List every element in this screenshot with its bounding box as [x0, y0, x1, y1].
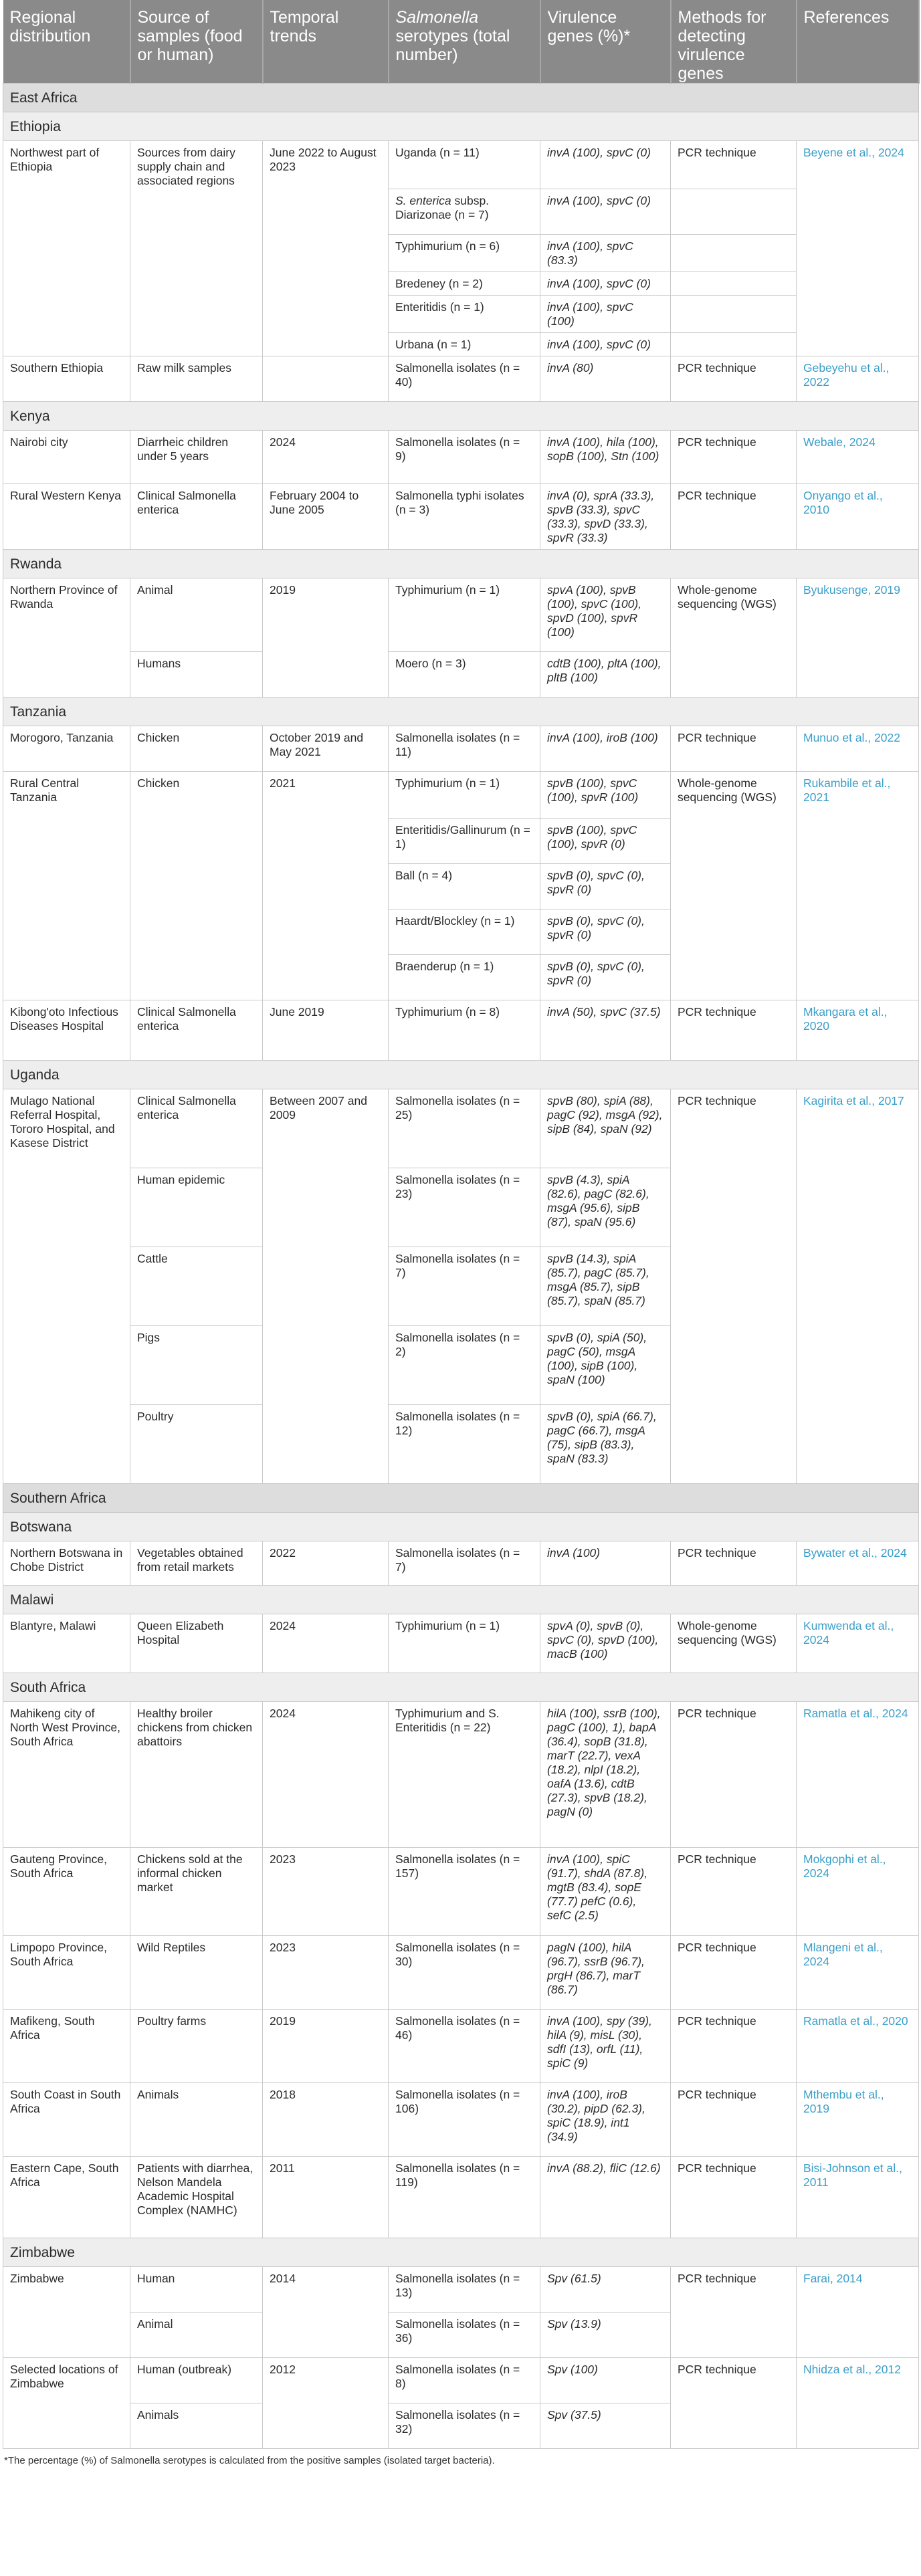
- cell-source: Animal: [130, 2313, 263, 2358]
- cell-serotype: Braenderup (n = 1): [389, 955, 540, 1000]
- cell-genes: invA (100), spiC (91.7), shdA (87.8), mgtB (83.4), sopE (77.7) pefC (0.6), sefC (2.5): [540, 1848, 671, 1936]
- cell-serotype: Typhimurium (n = 1): [389, 772, 540, 819]
- cell-reference: Gebeyehu et al., 2022: [797, 356, 919, 402]
- cell-serotype: Salmonella isolates (n = 12): [389, 1405, 540, 1484]
- table-row: [3, 772, 919, 819]
- cell-method: PCR technique: [671, 1089, 797, 1484]
- cell-method-empty: [671, 189, 797, 235]
- region-heading: Southern Africa: [3, 1484, 919, 1513]
- cell-genes: invA (0), sprA (33.3), spvB (33.3), spvC (33.3), spvD (33.3), spvR (33.3): [540, 484, 671, 550]
- cell-source: Cattle: [130, 1247, 263, 1326]
- cell-trend: June 2019: [263, 1000, 389, 1061]
- cell-source: Poultry: [130, 1405, 263, 1484]
- cell-method: PCR technique: [671, 2267, 797, 2358]
- cell-method: PCR technique: [671, 484, 797, 550]
- cell-region: Rural Western Kenya: [3, 484, 130, 550]
- cell-trend: 2024: [263, 431, 389, 484]
- cell-method: PCR technique: [671, 356, 797, 402]
- cell-reference: Ramatla et al., 2020: [797, 2010, 919, 2083]
- cell-serotype: Typhimurium (n = 1): [389, 1614, 540, 1673]
- cell-reference: Mthembu et al., 2019: [797, 2083, 919, 2157]
- cell-genes: spvB (0), spiA (50), pagC (50), msgA (100), sipB (100), spaN (100): [540, 1326, 671, 1405]
- cell-method: PCR technique: [671, 1848, 797, 1936]
- header-virulence-genes: Virulence genes (%)*: [540, 0, 671, 84]
- table-row: [3, 1702, 919, 1848]
- virulence-genes-table: [3, 0, 920, 2449]
- cell-region: Kibong'oto Infectious Diseases Hospital: [3, 1000, 130, 1061]
- cell-region: Blantyre, Malawi: [3, 1614, 130, 1673]
- country-heading: Tanzania: [3, 697, 919, 726]
- cell-trend: 2022: [263, 1541, 389, 1586]
- cell-genes: pagN (100), hilA (96.7), ssrB (96.7), prgH (86.7), marT (86.7): [540, 1936, 671, 2010]
- cell-reference: Webale, 2024: [797, 431, 919, 484]
- table-row: [3, 431, 919, 484]
- table-row: [3, 2267, 919, 2313]
- cell-genes: spvB (80), spiA (88), pagC (92), msgA (92), sipB (84), spaN (92): [540, 1089, 671, 1168]
- table-row: [3, 1848, 919, 1936]
- cell-region: Morogoro, Tanzania: [3, 726, 130, 772]
- header-regional-distribution: Regional distribution: [3, 0, 130, 84]
- table-row: [3, 484, 919, 550]
- cell-source: Healthy broiler chickens from chicken abattoirs: [130, 1702, 263, 1848]
- cell-method: PCR technique: [671, 1541, 797, 1586]
- cell-genes: spvB (0), spvC (0), spvR (0): [540, 955, 671, 1000]
- country-heading: Zimbabwe: [3, 2238, 919, 2267]
- cell-genes: spvB (100), spvC (100), spvR (100): [540, 772, 671, 819]
- cell-genes: invA (100), iroB (30.2), pipD (62.3), spiC (18.9), int1 (34.9): [540, 2083, 671, 2157]
- cell-method: PCR technique: [671, 1000, 797, 1061]
- cell-method: Whole-genome sequencing (WGS): [671, 1614, 797, 1673]
- cell-region: Northwest part of Ethiopia: [3, 141, 130, 356]
- cell-source: Animals: [130, 2403, 263, 2449]
- cell-source: Clinical Salmonella enterica: [130, 484, 263, 550]
- cell-method-empty: [671, 235, 797, 272]
- cell-method: PCR technique: [671, 726, 797, 772]
- cell-method: PCR technique: [671, 2358, 797, 2449]
- cell-reference: Munuo et al., 2022: [797, 726, 919, 772]
- cell-genes: invA (88.2), fliC (12.6): [540, 2157, 671, 2238]
- cell-genes: invA (100), spvC (0): [540, 333, 671, 356]
- cell-reference: Bisi-Johnson et al., 2011: [797, 2157, 919, 2238]
- cell-source: Pigs: [130, 1326, 263, 1405]
- cell-serotype: Salmonella isolates (n = 23): [389, 1168, 540, 1247]
- cell-genes: spvB (0), spiA (66.7), pagC (66.7), msgA (75), sipB (83.3), spaN (83.3): [540, 1405, 671, 1484]
- cell-source: Vegetables obtained from retail markets: [130, 1541, 263, 1586]
- header-serotypes-rest: serotypes (total number): [395, 27, 510, 64]
- cell-genes: spvA (100), spvB (100), spvC (100), spvD (100), spvR (100): [540, 578, 671, 652]
- table-row: [3, 1614, 919, 1673]
- cell-trend: 2023: [263, 1848, 389, 1936]
- table-row: [3, 2010, 919, 2083]
- cell-serotype: Enteritidis/Gallinurum (n = 1): [389, 819, 540, 864]
- cell-serotype: Salmonella isolates (n = 7): [389, 1541, 540, 1586]
- cell-serotype: Salmonella isolates (n = 25): [389, 1089, 540, 1168]
- cell-serotype: Salmonella isolates (n = 46): [389, 2010, 540, 2083]
- country-heading: Kenya: [3, 402, 919, 431]
- cell-region: Rural Central Tanzania: [3, 772, 130, 1000]
- cell-serotype: Salmonella isolates (n = 119): [389, 2157, 540, 2238]
- cell-trend: 2024: [263, 1702, 389, 1848]
- cell-region: Mulago National Referral Hospital, Tororo Hospital, and Kasese District: [3, 1089, 130, 1484]
- cell-method: PCR technique: [671, 431, 797, 484]
- table-row: [3, 1936, 919, 2010]
- table-row: [3, 2083, 919, 2157]
- cell-serotype: Moero (n = 3): [389, 652, 540, 697]
- cell-method-empty: [671, 296, 797, 333]
- cell-method: PCR technique: [671, 2157, 797, 2238]
- cell-trend: Between 2007 and 2009: [263, 1089, 389, 1484]
- table-row: [3, 1000, 919, 1061]
- cell-reference: Rukambile et al., 2021: [797, 772, 919, 1000]
- cell-serotype: Salmonella isolates (n = 40): [389, 356, 540, 402]
- cell-region: South Coast in South Africa: [3, 2083, 130, 2157]
- cell-serotype: Salmonella isolates (n = 32): [389, 2403, 540, 2449]
- cell-serotype: Salmonella isolates (n = 30): [389, 1936, 540, 2010]
- cell-serotype: Uganda (n = 11): [389, 141, 540, 189]
- table-row: [3, 1089, 919, 1168]
- cell-genes: invA (100), spvC (0): [540, 189, 671, 235]
- cell-serotype: Ball (n = 4): [389, 864, 540, 909]
- cell-reference: Nhidza et al., 2012: [797, 2358, 919, 2449]
- cell-source: Queen Elizabeth Hospital: [130, 1614, 263, 1673]
- cell-method-empty: [671, 333, 797, 356]
- cell-genes: invA (100), spy (39), hilA (9), misL (30), sdfI (13), orfL (11), spiC (9): [540, 2010, 671, 2083]
- cell-source: Wild Reptiles: [130, 1936, 263, 2010]
- cell-method: PCR technique: [671, 1936, 797, 2010]
- cell-genes: invA (100), spvC (0): [540, 141, 671, 189]
- cell-region: Northern Botswana in Chobe District: [3, 1541, 130, 1586]
- country-heading: Malawi: [3, 1586, 919, 1614]
- cell-region: Selected locations of Zimbabwe: [3, 2358, 130, 2449]
- cell-serotype: Typhimurium and S. Enteritidis (n = 22): [389, 1702, 540, 1848]
- cell-genes: spvB (100), spvC (100), spvR (0): [540, 819, 671, 864]
- cell-genes: Spv (13.9): [540, 2313, 671, 2358]
- cell-source: Clinical Salmonella enterica: [130, 1000, 263, 1061]
- serotype-rest: subsp. Diarizonae (n = 7): [395, 194, 490, 221]
- cell-trend: [263, 356, 389, 402]
- cell-serotype: Typhimurium (n = 8): [389, 1000, 540, 1061]
- cell-reference: Mkangara et al., 2020: [797, 1000, 919, 1061]
- table-row: [3, 726, 919, 772]
- header-source-of-samples: Source of samples (food or human): [130, 0, 263, 84]
- cell-serotype: Urbana (n = 1): [389, 333, 540, 356]
- cell-serotype: Salmonella isolates (n = 2): [389, 1326, 540, 1405]
- cell-region: Mahikeng city of North West Province, South Africa: [3, 1702, 130, 1848]
- table-row: [3, 356, 919, 402]
- cell-trend: 2014: [263, 2267, 389, 2358]
- cell-genes: invA (100), spvC (83.3): [540, 235, 671, 272]
- cell-region: Limpopo Province, South Africa: [3, 1936, 130, 2010]
- cell-trend: 2019: [263, 578, 389, 697]
- table-footnote: *The percentage (%) of Salmonella serotypes is calculated from the positive samples (isolated target bacteria).: [4, 2455, 495, 2466]
- cell-serotype: Salmonella isolates (n = 106): [389, 2083, 540, 2157]
- cell-trend: 2012: [263, 2358, 389, 2449]
- cell-reference: Kumwenda et al., 2024: [797, 1614, 919, 1673]
- cell-source: Human: [130, 2267, 263, 2313]
- cell-serotype: Salmonella isolates (n = 13): [389, 2267, 540, 2313]
- cell-serotype: Salmonella isolates (n = 8): [389, 2358, 540, 2403]
- cell-genes: spvB (14.3), spiA (85.7), pagC (85.7), msgA (85.7), sipB (85.7), spaN (85.7): [540, 1247, 671, 1326]
- cell-serotype: Salmonella isolates (n = 36): [389, 2313, 540, 2358]
- cell-region: Zimbabwe: [3, 2267, 130, 2358]
- cell-genes: hilA (100), ssrB (100), pagC (100), 1), bapA (36.4), sopB (31.8), marT (22.7), vexA (18.2), nlpI (18.2), oafA (13.6), cdtB (27.3), spvB (18.2), pagN (0): [540, 1702, 671, 1848]
- cell-serotype: Salmonella isolates (n = 9): [389, 431, 540, 484]
- region-heading: East Africa: [3, 84, 919, 112]
- cell-source: Clinical Salmonella enterica: [130, 1089, 263, 1168]
- cell-source: Humans: [130, 652, 263, 697]
- cell-method: PCR technique: [671, 2083, 797, 2157]
- cell-serotype: Bredeney (n = 2): [389, 272, 540, 296]
- header-serotypes-italic: Salmonella: [395, 8, 479, 27]
- cell-trend: 2018: [263, 2083, 389, 2157]
- cell-source: Poultry farms: [130, 2010, 263, 2083]
- cell-source: Human epidemic: [130, 1168, 263, 1247]
- cell-trend: 2021: [263, 772, 389, 1000]
- cell-reference: Farai, 2014: [797, 2267, 919, 2358]
- cell-reference: Byukusenge, 2019: [797, 578, 919, 697]
- cell-region: Gauteng Province, South Africa: [3, 1848, 130, 1936]
- cell-method: PCR technique: [671, 1702, 797, 1848]
- cell-serotype: Haardt/Blockley (n = 1): [389, 909, 540, 955]
- cell-genes: spvB (0), spvC (0), spvR (0): [540, 864, 671, 909]
- cell-genes: invA (100), spvC (100): [540, 296, 671, 333]
- cell-trend: 2024: [263, 1614, 389, 1673]
- cell-region: Mafikeng, South Africa: [3, 2010, 130, 2083]
- header-detection-methods: Methods for detecting virulence genes: [671, 0, 797, 84]
- cell-genes: invA (50), spvC (37.5): [540, 1000, 671, 1061]
- cell-genes: spvA (0), spvB (0), spvC (0), spvD (100), macB (100): [540, 1614, 671, 1673]
- cell-reference: Onyango et al., 2010: [797, 484, 919, 550]
- cell-reference: Beyene et al., 2024: [797, 141, 919, 356]
- cell-source: Raw milk samples: [130, 356, 263, 402]
- cell-trend: 2023: [263, 1936, 389, 2010]
- cell-method: PCR technique: [671, 2010, 797, 2083]
- cell-genes: invA (100), iroB (100): [540, 726, 671, 772]
- cell-method-empty: [671, 272, 797, 296]
- cell-serotype: Typhimurium (n = 1): [389, 578, 540, 652]
- cell-source: Patients with diarrhea, Nelson Mandela Academic Hospital Complex (NAMHC): [130, 2157, 263, 2238]
- cell-method: Whole-genome sequencing (WGS): [671, 578, 797, 697]
- country-heading: Rwanda: [3, 550, 919, 578]
- cell-genes: invA (100): [540, 1541, 671, 1586]
- cell-region: Southern Ethiopia: [3, 356, 130, 402]
- cell-source: Diarrheic children under 5 years: [130, 431, 263, 484]
- cell-serotype: Salmonella isolates (n = 11): [389, 726, 540, 772]
- cell-source: Chicken: [130, 772, 263, 1000]
- cell-genes: Spv (61.5): [540, 2267, 671, 2313]
- cell-trend: 2011: [263, 2157, 389, 2238]
- header-references: References: [797, 0, 919, 84]
- serotype-italic: S. enterica: [395, 194, 451, 207]
- table-header-row: [3, 0, 919, 84]
- country-heading: Uganda: [3, 1061, 919, 1089]
- cell-source: Chickens sold at the informal chicken market: [130, 1848, 263, 1936]
- cell-genes: spvB (0), spvC (0), spvR (0): [540, 909, 671, 955]
- table-row: [3, 578, 919, 652]
- cell-region: Northern Province of Rwanda: [3, 578, 130, 697]
- table-row: [3, 2358, 919, 2403]
- cell-trend: 2019: [263, 2010, 389, 2083]
- cell-genes: invA (100), spvC (0): [540, 272, 671, 296]
- cell-reference: Mlangeni et al., 2024: [797, 1936, 919, 2010]
- cell-reference: Ramatla et al., 2024: [797, 1702, 919, 1848]
- cell-region: Nairobi city: [3, 431, 130, 484]
- cell-trend: June 2022 to August 2023: [263, 141, 389, 356]
- cell-source: Animals: [130, 2083, 263, 2157]
- cell-source: Chicken: [130, 726, 263, 772]
- cell-region: Eastern Cape, South Africa: [3, 2157, 130, 2238]
- cell-reference: Kagirita et al., 2017: [797, 1089, 919, 1484]
- cell-source: Animal: [130, 578, 263, 652]
- table-row: [3, 1541, 919, 1586]
- cell-serotype: Salmonella typhi isolates (n = 3): [389, 484, 540, 550]
- header-temporal-trends: Temporal trends: [263, 0, 389, 84]
- table-row: [3, 141, 919, 189]
- country-heading: Botswana: [3, 1513, 919, 1541]
- country-heading: South Africa: [3, 1673, 919, 1702]
- cell-genes: spvB (4.3), spiA (82.6), pagC (82.6), msgA (95.6), sipB (87), spaN (95.6): [540, 1168, 671, 1247]
- cell-serotype: Salmonella isolates (n = 7): [389, 1247, 540, 1326]
- cell-serotype: [389, 189, 540, 235]
- cell-genes: Spv (100): [540, 2358, 671, 2403]
- cell-genes: cdtB (100), pltA (100), pltB (100): [540, 652, 671, 697]
- header-serotypes: [389, 0, 540, 84]
- country-heading: Ethiopia: [3, 112, 919, 141]
- cell-source: Sources from dairy supply chain and associated regions: [130, 141, 263, 356]
- cell-serotype: Typhimurium (n = 6): [389, 235, 540, 272]
- cell-trend: February 2004 to June 2005: [263, 484, 389, 550]
- table-row: [3, 2157, 919, 2238]
- cell-source: Human (outbreak): [130, 2358, 263, 2403]
- cell-serotype: Salmonella isolates (n = 157): [389, 1848, 540, 1936]
- cell-serotype: Enteritidis (n = 1): [389, 296, 540, 333]
- cell-genes: Spv (37.5): [540, 2403, 671, 2449]
- cell-reference: Bywater et al., 2024: [797, 1541, 919, 1586]
- cell-method: PCR technique: [671, 141, 797, 189]
- cell-reference: Mokgophi et al., 2024: [797, 1848, 919, 1936]
- cell-genes: invA (80): [540, 356, 671, 402]
- cell-genes: invA (100), hila (100), sopB (100), Stn (100): [540, 431, 671, 484]
- cell-trend: October 2019 and May 2021: [263, 726, 389, 772]
- cell-method: Whole-genome sequencing (WGS): [671, 772, 797, 1000]
